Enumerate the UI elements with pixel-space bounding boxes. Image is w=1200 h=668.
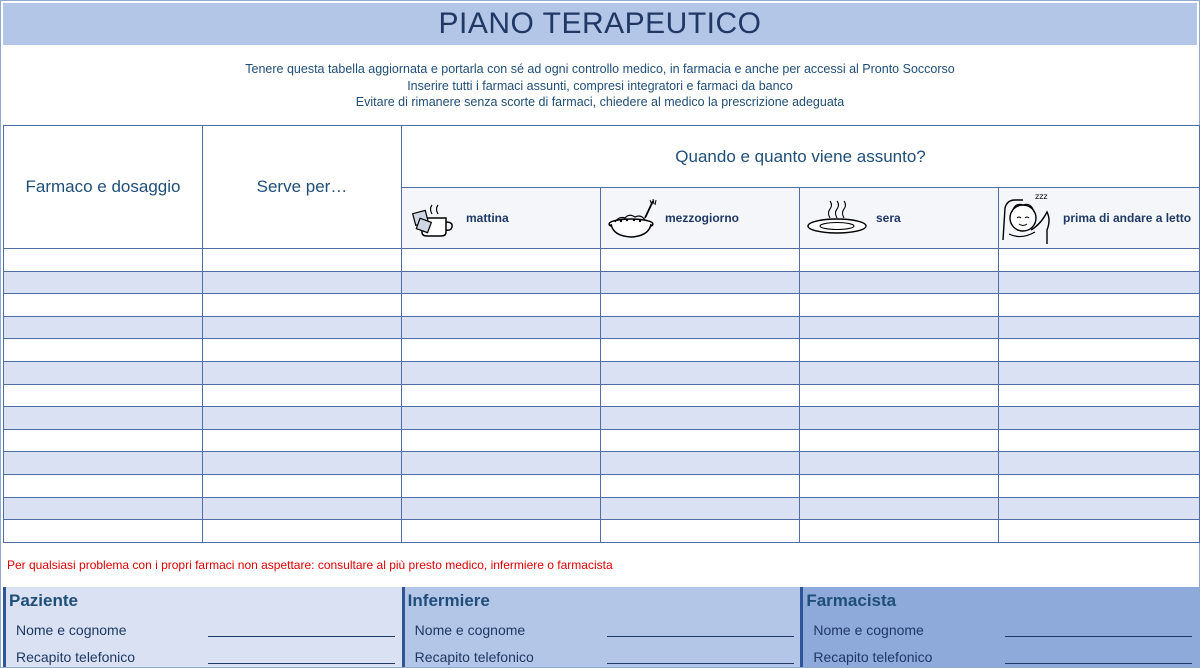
table-cell[interactable]	[999, 384, 1200, 407]
sleeping-person-icon	[1001, 190, 1059, 246]
table-cell[interactable]	[999, 452, 1200, 475]
table-cell[interactable]	[601, 294, 800, 317]
table-cell[interactable]	[999, 520, 1200, 543]
table-cell[interactable]	[601, 249, 800, 272]
table-cell[interactable]	[203, 271, 402, 294]
table-cell[interactable]	[203, 294, 402, 317]
table-row	[4, 249, 1200, 272]
contact-title: Farmacista	[806, 591, 897, 610]
name-field[interactable]	[415, 620, 795, 640]
table-cell[interactable]	[999, 407, 1200, 430]
write-line[interactable]	[607, 636, 794, 637]
table-cell[interactable]	[4, 407, 203, 430]
table-cell[interactable]	[402, 339, 601, 362]
instructions	[1, 61, 1199, 111]
contact-card-patient	[3, 587, 402, 667]
table-cell[interactable]	[800, 429, 999, 452]
column-header-purpose: Serve per…	[203, 126, 402, 249]
warning-text: Per qualsiasi problema con i propri farmaci non aspettare: consultare al più presto medico, infermiere o farmacista	[7, 558, 613, 572]
table-cell[interactable]	[203, 339, 402, 362]
write-line[interactable]	[1005, 663, 1192, 664]
table-cell[interactable]	[601, 271, 800, 294]
table-cell[interactable]	[999, 339, 1200, 362]
table-cell[interactable]	[402, 361, 601, 384]
table-cell[interactable]	[402, 497, 601, 520]
soup-plate-icon	[806, 198, 868, 238]
table-cell[interactable]	[999, 294, 1200, 317]
name-field[interactable]	[813, 620, 1193, 640]
table-cell[interactable]	[800, 361, 999, 384]
rice-bowl-icon	[607, 198, 657, 238]
table-cell[interactable]	[800, 384, 999, 407]
table-cell[interactable]	[4, 316, 203, 339]
medication-table	[3, 125, 1200, 543]
table-cell[interactable]	[402, 271, 601, 294]
table-cell[interactable]	[601, 452, 800, 475]
name-field[interactable]	[16, 620, 396, 640]
field-label: Nome e cognome	[414, 622, 526, 638]
table-cell[interactable]	[402, 407, 601, 430]
slot-label: sera	[876, 211, 901, 225]
table-cell[interactable]	[203, 407, 402, 430]
field-label: Nome e cognome	[16, 622, 127, 638]
slot-label: prima di andare a letto	[1063, 211, 1192, 225]
table-cell[interactable]	[601, 497, 800, 520]
table-cell[interactable]	[601, 339, 800, 362]
table-cell[interactable]	[203, 249, 402, 272]
write-line[interactable]	[1005, 636, 1192, 637]
slot-header-evening	[800, 188, 999, 249]
write-line[interactable]	[208, 636, 395, 637]
table-cell[interactable]	[4, 339, 203, 362]
table-cell[interactable]	[999, 497, 1200, 520]
svg-text:zzz: zzz	[1035, 192, 1048, 201]
phone-field[interactable]	[813, 647, 1193, 667]
instruction-line: Evitare di rimanere senza scorte di farmaci, chiedere al medico la prescrizione adeguata	[355, 95, 845, 109]
column-header-drug: Farmaco e dosaggio	[4, 126, 203, 249]
page-title: PIANO TERAPEUTICO	[3, 3, 1197, 45]
contact-title: Paziente	[9, 591, 78, 610]
table-cell[interactable]	[402, 474, 601, 497]
table-cell[interactable]	[999, 316, 1200, 339]
table-cell[interactable]	[402, 316, 601, 339]
table-row	[4, 407, 1200, 430]
phone-field[interactable]	[415, 647, 795, 667]
table-cell[interactable]	[203, 520, 402, 543]
table-cell[interactable]	[800, 294, 999, 317]
table-row	[4, 497, 1200, 520]
table-cell[interactable]	[203, 316, 402, 339]
table-row	[4, 520, 1200, 543]
table-cell[interactable]	[203, 384, 402, 407]
table-cell[interactable]	[601, 520, 800, 543]
table-cell[interactable]	[800, 520, 999, 543]
contact-card-nurse	[402, 587, 801, 667]
table-cell[interactable]	[402, 520, 601, 543]
slot-header-morning	[402, 188, 601, 249]
table-cell[interactable]	[402, 429, 601, 452]
field-label: Recapito telefonico	[414, 649, 534, 665]
table-cell[interactable]	[4, 249, 203, 272]
table-cell[interactable]	[601, 361, 800, 384]
contact-title: Infermiere	[407, 591, 490, 610]
table-cell[interactable]	[800, 497, 999, 520]
table-cell[interactable]	[203, 361, 402, 384]
write-line[interactable]	[208, 663, 395, 664]
table-cell[interactable]	[800, 316, 999, 339]
table-cell[interactable]	[402, 249, 601, 272]
table-cell[interactable]	[203, 497, 402, 520]
table-cell[interactable]	[800, 474, 999, 497]
table-cell[interactable]	[4, 520, 203, 543]
table-cell[interactable]	[402, 384, 601, 407]
table-row	[4, 339, 1200, 362]
slot-header-noon	[601, 188, 800, 249]
table-cell[interactable]	[203, 452, 402, 475]
table-cell[interactable]	[999, 271, 1200, 294]
table-cell[interactable]	[4, 271, 203, 294]
table-row	[4, 294, 1200, 317]
table-row	[4, 474, 1200, 497]
table-row	[4, 384, 1200, 407]
table-cell[interactable]	[601, 474, 800, 497]
instruction-line: Inserire tutti i farmaci assunti, compresi integratori e farmaci da banco	[407, 78, 793, 93]
table-cell[interactable]	[601, 407, 800, 430]
slot-label: mezzogiorno	[665, 211, 739, 225]
contact-card-pharmacist	[800, 587, 1199, 667]
field-label: Recapito telefonico	[16, 649, 136, 665]
table-cell[interactable]	[999, 429, 1200, 452]
table-cell[interactable]	[4, 294, 203, 317]
table-cell[interactable]	[402, 294, 601, 317]
table-cell[interactable]	[4, 474, 203, 497]
write-line[interactable]	[607, 663, 794, 664]
table-row	[4, 452, 1200, 475]
table-cell[interactable]	[601, 429, 800, 452]
slot-label: mattina	[466, 211, 509, 225]
table-cell[interactable]	[601, 384, 800, 407]
coffee-cup-icon	[408, 198, 458, 238]
column-header-when: Quando e quanto viene assunto?	[402, 126, 1200, 188]
table-cell[interactable]	[4, 429, 203, 452]
table-cell[interactable]	[4, 384, 203, 407]
table-cell[interactable]	[800, 452, 999, 475]
contacts-section	[3, 587, 1199, 667]
field-label: Nome e cognome	[813, 622, 924, 638]
instruction-line: Tenere questa tabella aggiornata e portarla con sé ad ogni controllo medico, in farmacia e anche per accessi al Pronto Soccorso	[245, 62, 955, 76]
table-cell[interactable]	[999, 361, 1200, 384]
table-row	[4, 316, 1200, 339]
table-cell[interactable]	[203, 429, 402, 452]
table-cell[interactable]	[4, 361, 203, 384]
table-cell[interactable]	[800, 249, 999, 272]
table-cell[interactable]	[601, 316, 800, 339]
table-cell[interactable]	[999, 249, 1200, 272]
table-row	[4, 429, 1200, 452]
table-cell[interactable]	[800, 271, 999, 294]
table-row	[4, 361, 1200, 384]
table-cell[interactable]	[999, 474, 1200, 497]
table-cell[interactable]	[800, 339, 999, 362]
table-row	[4, 271, 1200, 294]
table-cell[interactable]	[800, 407, 999, 430]
table-cell[interactable]	[4, 452, 203, 475]
slot-header-bedtime	[999, 188, 1200, 249]
table-cell[interactable]	[4, 497, 203, 520]
field-label: Recapito telefonico	[813, 649, 933, 665]
phone-field[interactable]	[16, 647, 396, 667]
table-cell[interactable]	[402, 452, 601, 475]
table-cell[interactable]	[203, 474, 402, 497]
